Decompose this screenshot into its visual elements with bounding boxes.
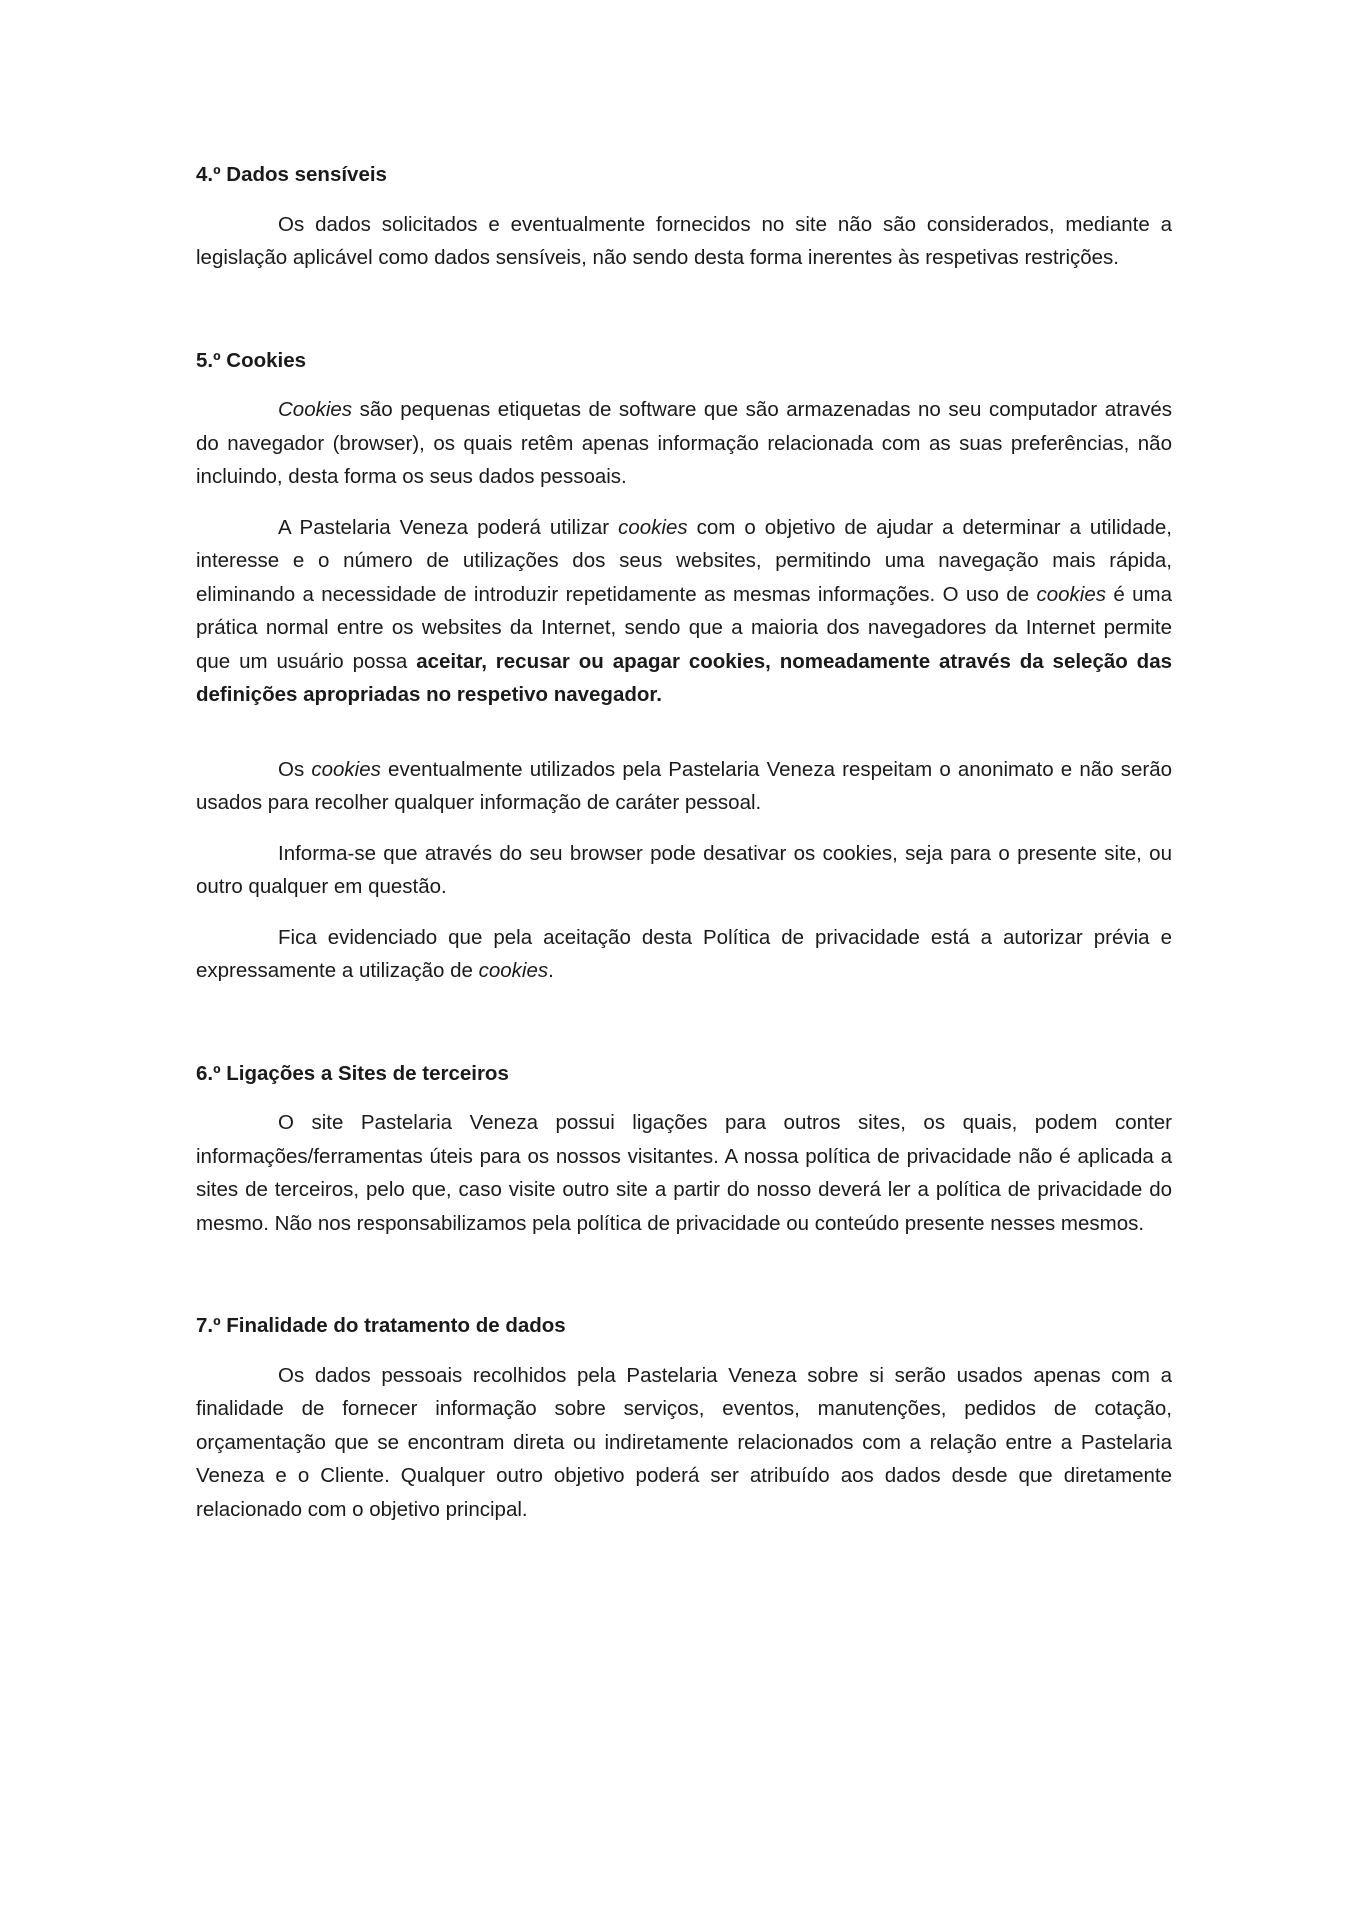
paragraph-text: são pequenas etiquetas de software que são armazenadas no seu computador através do navegador (browser), os quais retêm apenas informação relacionada com as suas preferências, não incluindo, desta forma os seus dados pessoais. [196,398,1172,488]
document-body [196,158,1172,1543]
emphasis-text: cookies [618,515,688,539]
paragraph [196,921,1172,988]
paragraph [196,753,1172,820]
paragraph-text: Fica evidenciado que pela aceitação desta Política de privacidade está a autorizar prévia e expressamente a utilização de [196,925,1172,982]
section-title: 7.º Finalidade do tratamento de dados [196,1314,566,1337]
section-finalidade-tratamento [196,1309,1172,1526]
paragraph-text: com o objetivo de ajudar a determinar a utilidade, interesse e o número de utilizações dos seus websites, permitindo uma navegação mais rápida, eliminando a necessidade de introduzir repetidamente as mesmas informações. O uso de [196,515,1172,606]
emphasis-text: cookies [1036,582,1106,606]
section-title: 4.º Dados sensíveis [196,163,387,186]
paragraph: Os dados solicitados e eventualmente fornecidos no site não são considerados, mediante a legislação aplicável como dados sensíveis, não sendo desta forma inerentes às respetivas restrições. [196,212,1172,269]
section-title: 5.º Cookies [196,348,307,372]
paragraph-text: Os [278,757,312,781]
section-dados-sensiveis [196,158,1172,275]
paragraph [196,393,1172,494]
paragraph-text: A Pastelaria Veneza poderá utilizar [278,515,619,539]
emphasis-text: cookies [311,757,381,781]
paragraph: O site Pastelaria Veneza possui ligações para outros sites, os quais, podem conter informações/ferramentas úteis para os nossos visitantes. A nossa política de privacidade não é aplicada a sites de terceiros, pelo que, caso visite outro site a partir do nosso deverá ler a política de privacidade do mesmo. Não nos responsabilizamos pela política de privacidade ou conteúdo presente nesses mesmos. [196,1111,1172,1235]
emphasis-text: cookies [478,959,549,982]
paragraph: Os dados pessoais recolhidos pela Pastelaria Veneza sobre si serão usados apenas com a finalidade de fornecer informação sobre serviços, eventos, manutenções, pedidos de cotação, orçamentação que se encontram direta ou indiretamente relacionados com a relação entre a Pastelaria Veneza e o Cliente. Qualquer outro objetivo poderá ser atribuído aos dados desde que diretamente relacionado com o objetivo principal. [196,1363,1172,1521]
bold-text: aceitar, recusar ou apagar cookies, nomeadamente através da seleção das definições apropriadas no respetivo navegador. [196,649,1173,706]
paragraph-text: é uma prática normal entre os websites da Internet, sendo que a maioria dos navegadores da Internet permite que um usuário possa [196,582,1172,673]
paragraph-text: . [548,959,554,982]
section-ligacoes-terceiros [196,1057,1172,1241]
paragraph-text: eventualmente utilizados pela Pastelaria Veneza respeitam o anonimato e não serão usados para recolher qualquer informação de caráter pessoal. [196,757,1172,814]
section-cookies [196,344,1172,988]
emphasis-text: Cookies [278,398,353,421]
paragraph: Informa-se que através do seu browser pode desativar os cookies, seja para o presente site, ou outro qualquer em questão. [196,841,1172,898]
paragraph [196,511,1172,712]
section-title: 6.º Ligações a Sites de terceiros [196,1061,509,1085]
